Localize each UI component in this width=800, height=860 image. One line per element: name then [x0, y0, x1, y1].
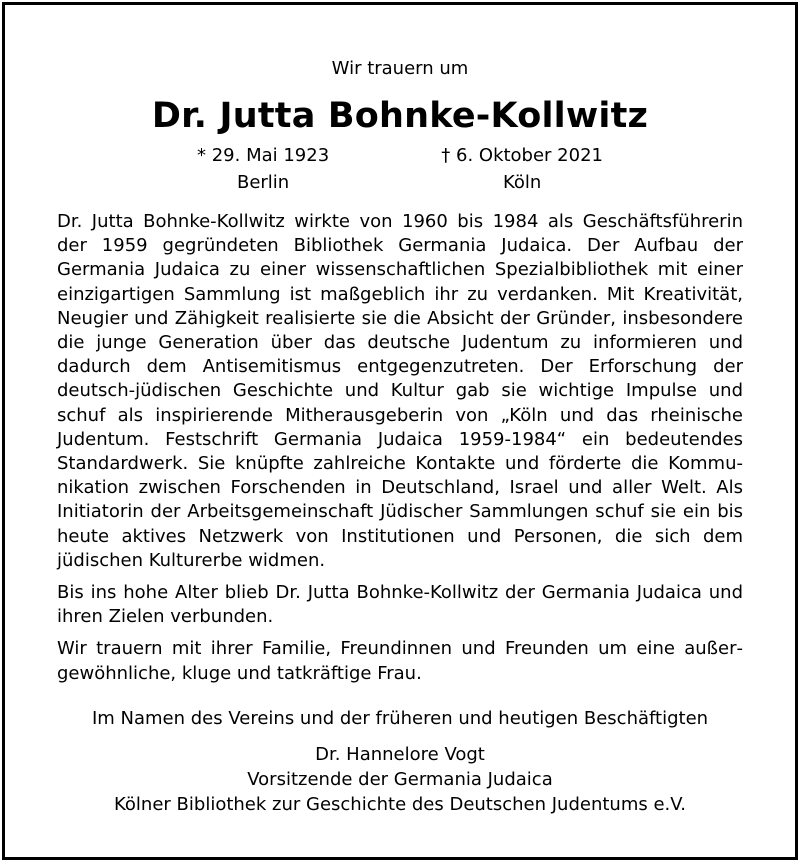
- signatory-role: Vorsitzende der Germania Judaica: [247, 768, 553, 790]
- deceased-name: Dr. Jutta Bohnke-Kollwitz: [151, 96, 649, 136]
- intro-line: Wir trauern um: [331, 58, 469, 79]
- organization-name: Kölner Bibliothek zur Geschichte des Deutschen Judentums e.V.: [114, 793, 686, 815]
- condolence-paragraph: Wir trauern mit ihrer Familie, Freundinnen und Freunden um eine außergewöhnliche, kluge und tatkräftige Frau.: [57, 638, 743, 684]
- birth-place: Berlin: [236, 172, 290, 193]
- biography-paragraph: Dr. Jutta Bohnke-Kollwitz wirkte von 1960 bis 1984 als Geschäftsführerin der 1959 gegründeten Bibliothek Germania Judaica. Der Aufbau der Germania Judaica zu einer wissenschaftlichen Spezialbibliothek mit einer einzigartigen Sammlung ist maßgeblich ihr zu verdanken. Mit Kreativität, Neugier und Zähigkeit realisierte sie die Absicht der Gründer, insbesondere die junge Generation über das deutsche Judentum zu informieren und dadurch dem Antisemitismus entgegenzutreten. Der Erforschung der deutsch-jüdischen Geschichte und Kultur gab sie wichtige Impulse und schuf als inspirierende Mitherausgeberin von „Köln und das rheinische Judentum. Festschrift Germania Judaica 1959-1984“ ein bedeutendes Standardwerk. Sie knüpfte zahlreiche Kontakte und förderte die Kommunikation zwischen Forschenden in Deutschland, Israel und aller Welt. Als Initiatorin der Arbeitsgemeinschaft Jüdischer Sammlungen schuf sie ein bis heute aktives Netzwerk von Institutionen und Personen, die sich dem jüdischen Kulturerbe widmen.: [57, 211, 743, 571]
- obituary-notice: [57, 56, 743, 817]
- signature-intro: Im Namen des Vereins und der früheren und heutigen Beschäftigten: [91, 707, 709, 729]
- birth-info: [197, 142, 329, 196]
- tribute-paragraph: Bis ins hohe Alter blieb Dr. Jutta Bohnke-Kollwitz der Germania Judaica und ihren Zielen verbunden.: [57, 582, 743, 628]
- death-place: Köln: [502, 172, 542, 193]
- death-date: † 6. Oktober 2021: [441, 145, 603, 166]
- signatory-name: Dr. Hannelore Vogt: [315, 743, 485, 765]
- life-dates: [57, 142, 743, 196]
- death-info: [441, 142, 603, 196]
- birth-date: * 29. Mai 1923: [197, 145, 330, 166]
- signature-block: [57, 742, 743, 817]
